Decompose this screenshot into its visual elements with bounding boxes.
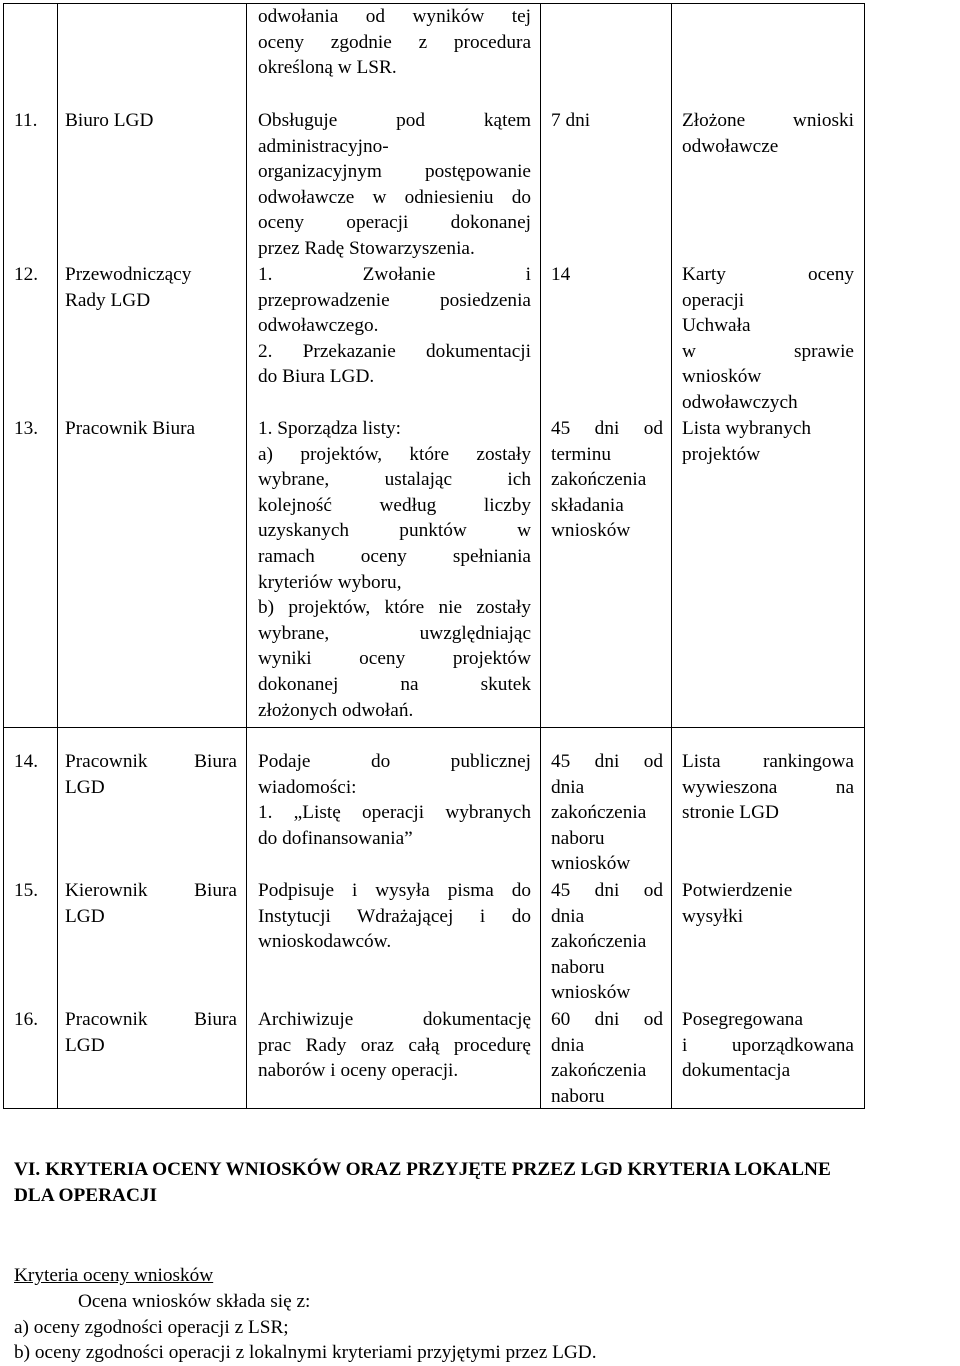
result-line: Uchwała	[682, 315, 751, 337]
action-line: 1. „Listę operacji wybranych	[258, 802, 531, 824]
deadline-line: 45 dni od	[551, 751, 663, 772]
criteria-title: Kryteria oceny wniosków	[14, 1265, 214, 1286]
action-line: oceny operacji dokonanej	[258, 212, 531, 234]
table-divider-who	[246, 3, 247, 1109]
row-16-num: 16.	[14, 1009, 39, 1030]
row-15-deadline	[551, 878, 663, 1006]
row-14-result	[682, 749, 854, 826]
action-line: Podaje do publicznej	[258, 751, 531, 772]
action-line: 1. Sporządza listy:	[258, 418, 401, 439]
result-line: Lista wybranych	[682, 418, 812, 439]
row-16-deadline	[551, 1007, 663, 1109]
row-13-who	[65, 416, 237, 442]
action-line: oceny zgodnie z procedura	[258, 31, 531, 53]
deadline-line: wniosków	[551, 853, 631, 875]
result-line: Posegregowana	[682, 1009, 804, 1030]
table-divider-action	[540, 3, 541, 1109]
section-heading-line: VI. KRYTERIA OCENY WNIOSKÓW ORAZ PRZYJĘTE PRZEZ LGD KRYTERIA LOKALNE	[14, 1159, 831, 1180]
table-divider-num	[57, 3, 58, 1109]
table-border-bottom	[3, 1108, 865, 1109]
action-line: prac Rady oraz całą procedurę	[258, 1034, 531, 1056]
result-line: Karty oceny	[682, 264, 854, 285]
deadline-line: dnia	[551, 905, 585, 927]
criteria-item-b: b) oceny zgodności operacji z lokalnymi kryteriami przyjętymi przez LGD.	[14, 1342, 597, 1363]
result-line: odwoławcze	[682, 135, 779, 157]
action-line: określoną w LSR.	[258, 57, 397, 79]
action-line: złożonych odwołań.	[258, 699, 414, 721]
row-11-who	[65, 108, 237, 134]
row-12-deadline	[551, 262, 663, 288]
action-line: odwołania od wyników tej	[258, 6, 531, 27]
row-14-num: 14.	[14, 751, 39, 772]
section-heading	[14, 1157, 960, 1208]
row-13-num: 13.	[14, 418, 39, 439]
who-line: LGD	[65, 905, 105, 927]
action-line: organizacyjnym postępowanie	[258, 161, 531, 183]
deadline-line: 45 dni od	[551, 880, 663, 901]
action-line: Obsługuje pod kątem	[258, 110, 531, 131]
row-13-result	[682, 416, 854, 467]
action-line: wyniki oceny projektów	[258, 648, 531, 670]
action-line: uzyskanych punktów w	[258, 520, 531, 542]
row-12-who	[65, 262, 237, 313]
who-line: Kierownik Biura	[65, 880, 237, 901]
result-line: Złożone wnioski	[682, 110, 854, 131]
action-line: 1. Zwołanie i	[258, 264, 531, 285]
deadline-line: zakończenia	[551, 469, 647, 491]
row-14-who	[65, 749, 237, 800]
result-line: stronie LGD	[682, 802, 779, 824]
who-line: Pracownik Biura	[65, 418, 196, 439]
row-15-result	[682, 878, 854, 929]
row-11-deadline	[551, 108, 663, 134]
table-border-right	[864, 3, 865, 1109]
deadline-line: wniosków	[551, 520, 631, 542]
row-16-who	[65, 1007, 237, 1058]
row-12-result	[682, 262, 854, 416]
action-line: do dofinansowania”	[258, 827, 413, 849]
action-line: kryteriów wyboru,	[258, 571, 402, 593]
row-11-num: 11.	[14, 110, 38, 131]
deadline-line: zakończenia	[551, 931, 647, 953]
table-divider-deadline	[671, 3, 672, 1109]
deadline-line: zakończenia	[551, 802, 647, 824]
action-line: dokonanej na skutek	[258, 673, 531, 695]
criteria-item-a: a) oceny zgodności operacji z LSR;	[14, 1317, 289, 1338]
who-line: Biuro LGD	[65, 110, 154, 131]
row-11-action	[258, 108, 531, 262]
row-13-action	[258, 416, 531, 723]
deadline-line: wniosków	[551, 982, 631, 1004]
deadline-line: 45 dni od	[551, 418, 663, 439]
row-16-action	[258, 1007, 531, 1084]
result-line: wywieszona na	[682, 776, 854, 798]
row-15-action	[258, 878, 531, 955]
result-line: projektów	[682, 443, 761, 465]
result-line: i uporządkowana	[682, 1034, 854, 1056]
action-line: b) projektów, które nie zostały	[258, 597, 531, 619]
row-16-result	[682, 1007, 854, 1084]
deadline-line: składania	[551, 494, 624, 516]
action-line: 2. Przekazanie dokumentacji	[258, 340, 531, 362]
action-line: przez Radę Stowarzyszenia.	[258, 237, 475, 259]
result-line: wysyłki	[682, 905, 744, 927]
who-line: LGD	[65, 1034, 105, 1056]
action-line: Podpisuje i wysyła pisma do	[258, 880, 531, 901]
who-line: Pracownik Biura	[65, 1009, 237, 1030]
action-line: Instytucji Wdrażającej i do	[258, 905, 531, 927]
action-line: wnioskodawców.	[258, 931, 392, 953]
row-15-num: 15.	[14, 880, 39, 901]
result-line: dokumentacja	[682, 1060, 791, 1082]
deadline-line: 60 dni od	[551, 1009, 663, 1030]
action-line: przeprowadzenie posiedzenia	[258, 289, 531, 311]
row-15-who	[65, 878, 237, 929]
action-line: odwoławcze w odniesieniu do	[258, 186, 531, 208]
who-line: Pracownik Biura	[65, 751, 237, 772]
row-12-action	[258, 262, 531, 390]
result-line: Lista rankingowa	[682, 751, 854, 772]
result-line: operacji	[682, 289, 745, 311]
row-12-num: 12.	[14, 264, 39, 285]
result-line: w sprawie	[682, 340, 854, 362]
action-line: do Biura LGD.	[258, 366, 375, 388]
deadline-line: terminu	[551, 443, 611, 465]
result-line: odwoławczych	[682, 391, 798, 413]
action-line: ramach oceny spełniania	[258, 545, 531, 567]
action-line: Archiwizuje dokumentację	[258, 1009, 531, 1030]
who-line: Przewodniczący	[65, 264, 192, 285]
row-13-deadline	[551, 416, 663, 544]
deadline-line: zakończenia	[551, 1060, 647, 1082]
result-line: wniosków	[682, 366, 762, 388]
deadline-line: 14	[551, 264, 571, 285]
deadline-line: dnia	[551, 776, 585, 798]
deadline-line: naboru	[551, 1085, 605, 1107]
deadline-line: naboru	[551, 827, 605, 849]
action-line: wybrane, ustalając ich	[258, 469, 531, 491]
action-line: a) projektów, które zostały	[258, 443, 531, 465]
table-border-left	[3, 3, 4, 1109]
section-heading-line: DLA OPERACJI	[14, 1184, 158, 1206]
action-line: wybrane, uwzględniając	[258, 622, 531, 644]
criteria-intro: Ocena wniosków składa się z:	[78, 1291, 311, 1312]
deadline-line: naboru	[551, 956, 605, 978]
action-line: administracyjno-	[258, 135, 389, 157]
who-line: LGD	[65, 776, 105, 798]
table-rule-a	[3, 727, 865, 728]
action-line: odwoławczego.	[258, 315, 379, 337]
row-0-action	[258, 4, 531, 81]
who-line: Rady LGD	[65, 289, 151, 311]
deadline-line: dnia	[551, 1034, 585, 1056]
action-line: naborów i oceny operacji.	[258, 1060, 459, 1082]
action-line: wiadomości:	[258, 776, 357, 798]
deadline-line: 7 dni	[551, 110, 591, 131]
row-11-result	[682, 108, 854, 159]
action-line: kolejność według liczby	[258, 494, 531, 516]
row-14-action	[258, 749, 531, 851]
row-14-deadline	[551, 749, 663, 877]
result-line: Potwierdzenie	[682, 880, 793, 901]
